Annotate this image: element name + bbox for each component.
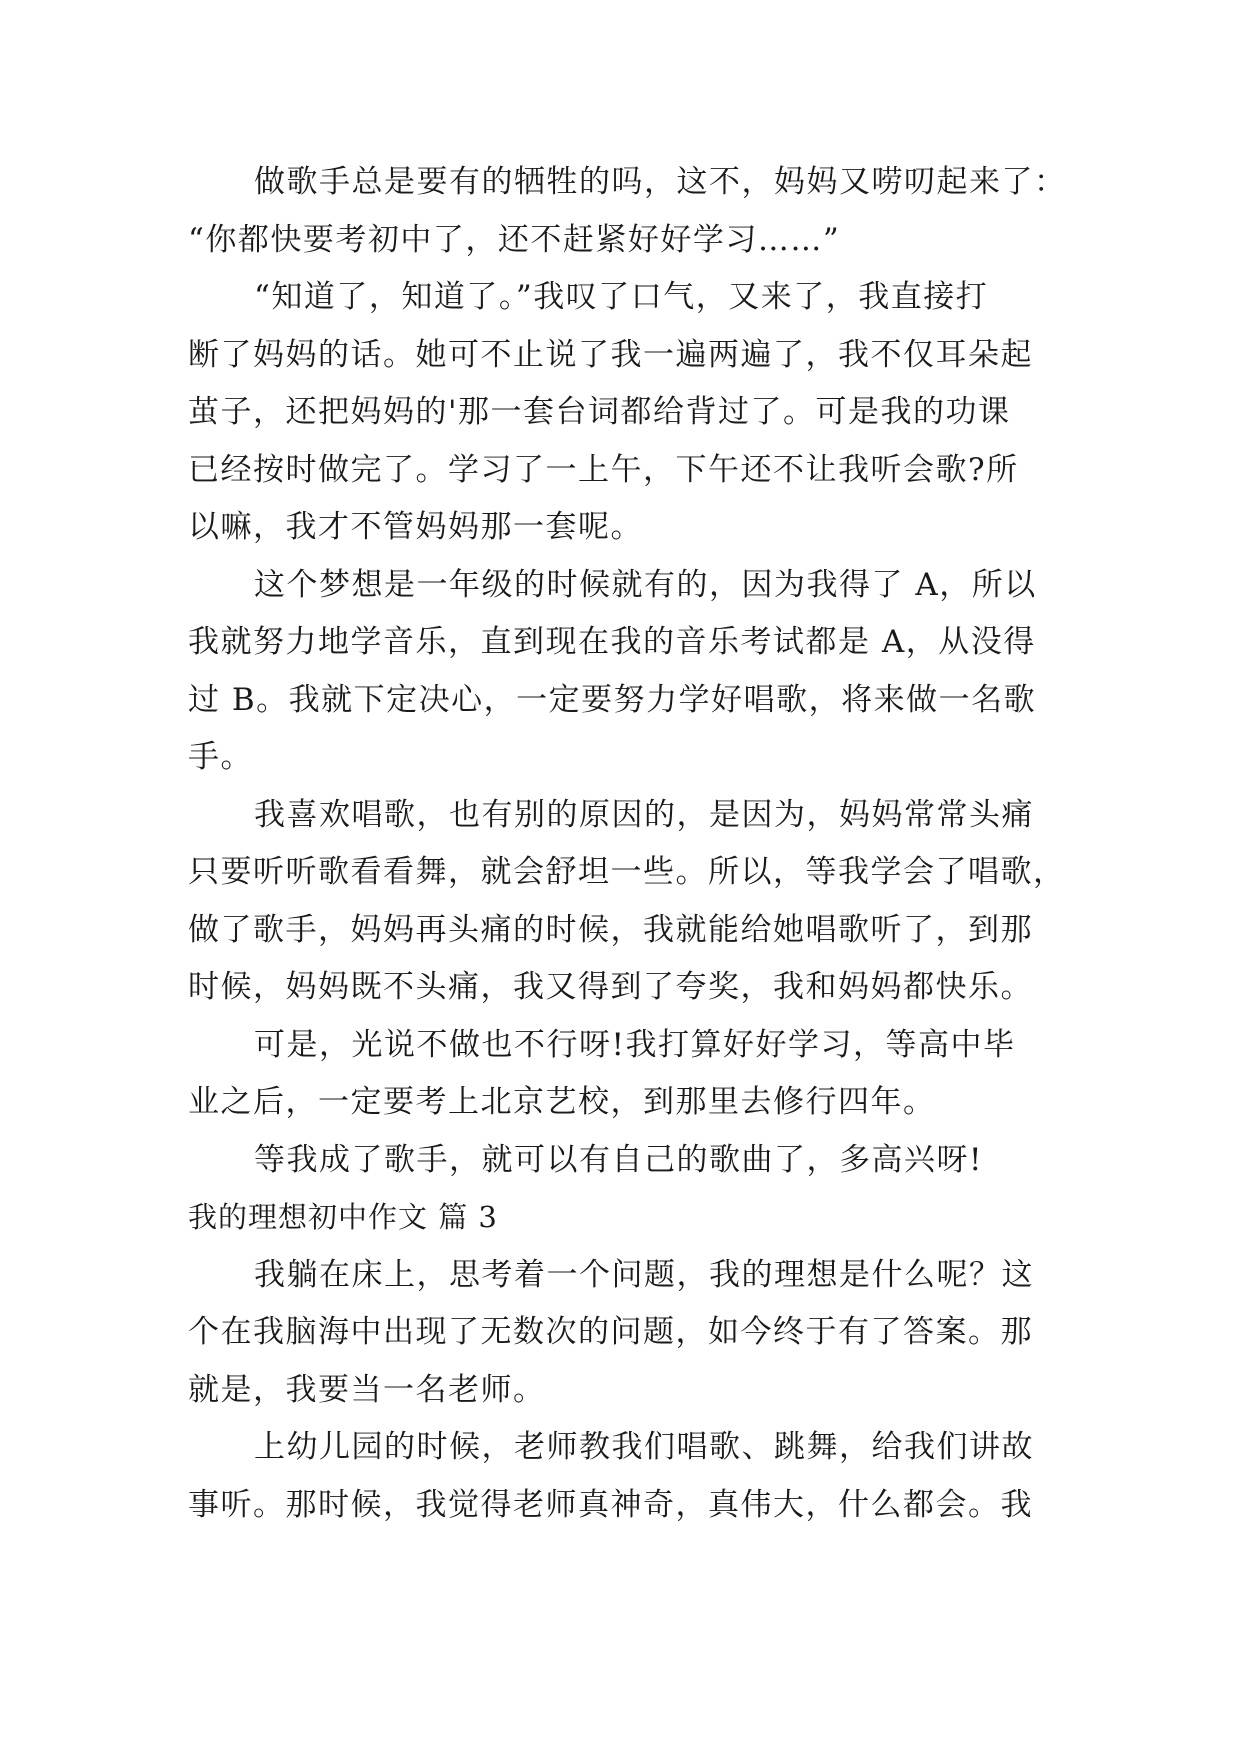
text-line: 断了妈妈的话。她可不止说了我一遍两遍了，我不仅耳朵起 bbox=[188, 336, 1033, 373]
text-line: 等我成了歌手，就可以有自己的歌曲了，多高兴呀! bbox=[254, 1141, 983, 1178]
text-line: 事听。那时候，我觉得老师真神奇，真伟大，什么都会。我 bbox=[188, 1486, 1033, 1523]
text-line: 茧子，还把妈妈的'那一套台词都给背过了。可是我的功课 bbox=[188, 394, 1011, 430]
text-line: 个在我脑海中出现了无数次的问题，如今终于有了答案。那 bbox=[188, 1314, 1033, 1350]
text-line: 做歌手总是要有的牺牲的吗，这不，妈妈又唠叨起来了： bbox=[254, 164, 1067, 200]
text-line: 业之后，一定要考上北京艺校，到那里去修行四年。 bbox=[188, 1084, 936, 1120]
text-line: 这个梦想是一年级的时候就有的，因为我得了 A，所以 bbox=[254, 566, 1037, 603]
text-line: 我喜欢唱歌，也有别的原因的，是因为，妈妈常常头痛 bbox=[254, 796, 1034, 833]
text-line: “你都快要考初中了，还不赶紧好好学习……” bbox=[188, 221, 841, 258]
text-line: 过 B。我就下定决心，一定要努力学好唱歌，将来做一名歌 bbox=[188, 681, 1037, 718]
text-line: 时候，妈妈既不头痛，我又得到了夸奖，我和妈妈都快乐。 bbox=[188, 969, 1033, 1005]
text-line: 以嘛，我才不管妈妈那一套呢。 bbox=[188, 509, 643, 545]
text-line: “知道了，知道了。”我叹了口气，又来了，我直接打 bbox=[254, 279, 989, 315]
text-line: 我躺在床上，思考着一个问题，我的理想是什么呢？这 bbox=[254, 1256, 1034, 1293]
text-line: 就是，我要当一名老师。 bbox=[188, 1371, 546, 1408]
text-line: 我就努力地学音乐，直到现在我的音乐考试都是 A，从没得 bbox=[188, 624, 1036, 660]
essay-body bbox=[188, 154, 1067, 1534]
text-line: 做了歌手，妈妈再头痛的时候，我就能给她唱歌听了，到那 bbox=[188, 911, 1033, 948]
text-line: 可是，光说不做也不行呀!我打算好好学习，等高中毕 bbox=[254, 1026, 1016, 1063]
section-heading: 我的理想初中作文 篇 3 bbox=[188, 1200, 498, 1234]
text-line: 上幼儿园的时候，老师教我们唱歌、跳舞，给我们讲故 bbox=[254, 1429, 1034, 1465]
text-line: 只要听听歌看看舞，就会舒坦一些。所以，等我学会了唱歌， bbox=[188, 854, 1066, 890]
text-line: 手。 bbox=[188, 739, 253, 775]
text-line: 已经按时做完了。学习了一上午，下午还不让我听会歌?所 bbox=[188, 451, 1019, 488]
